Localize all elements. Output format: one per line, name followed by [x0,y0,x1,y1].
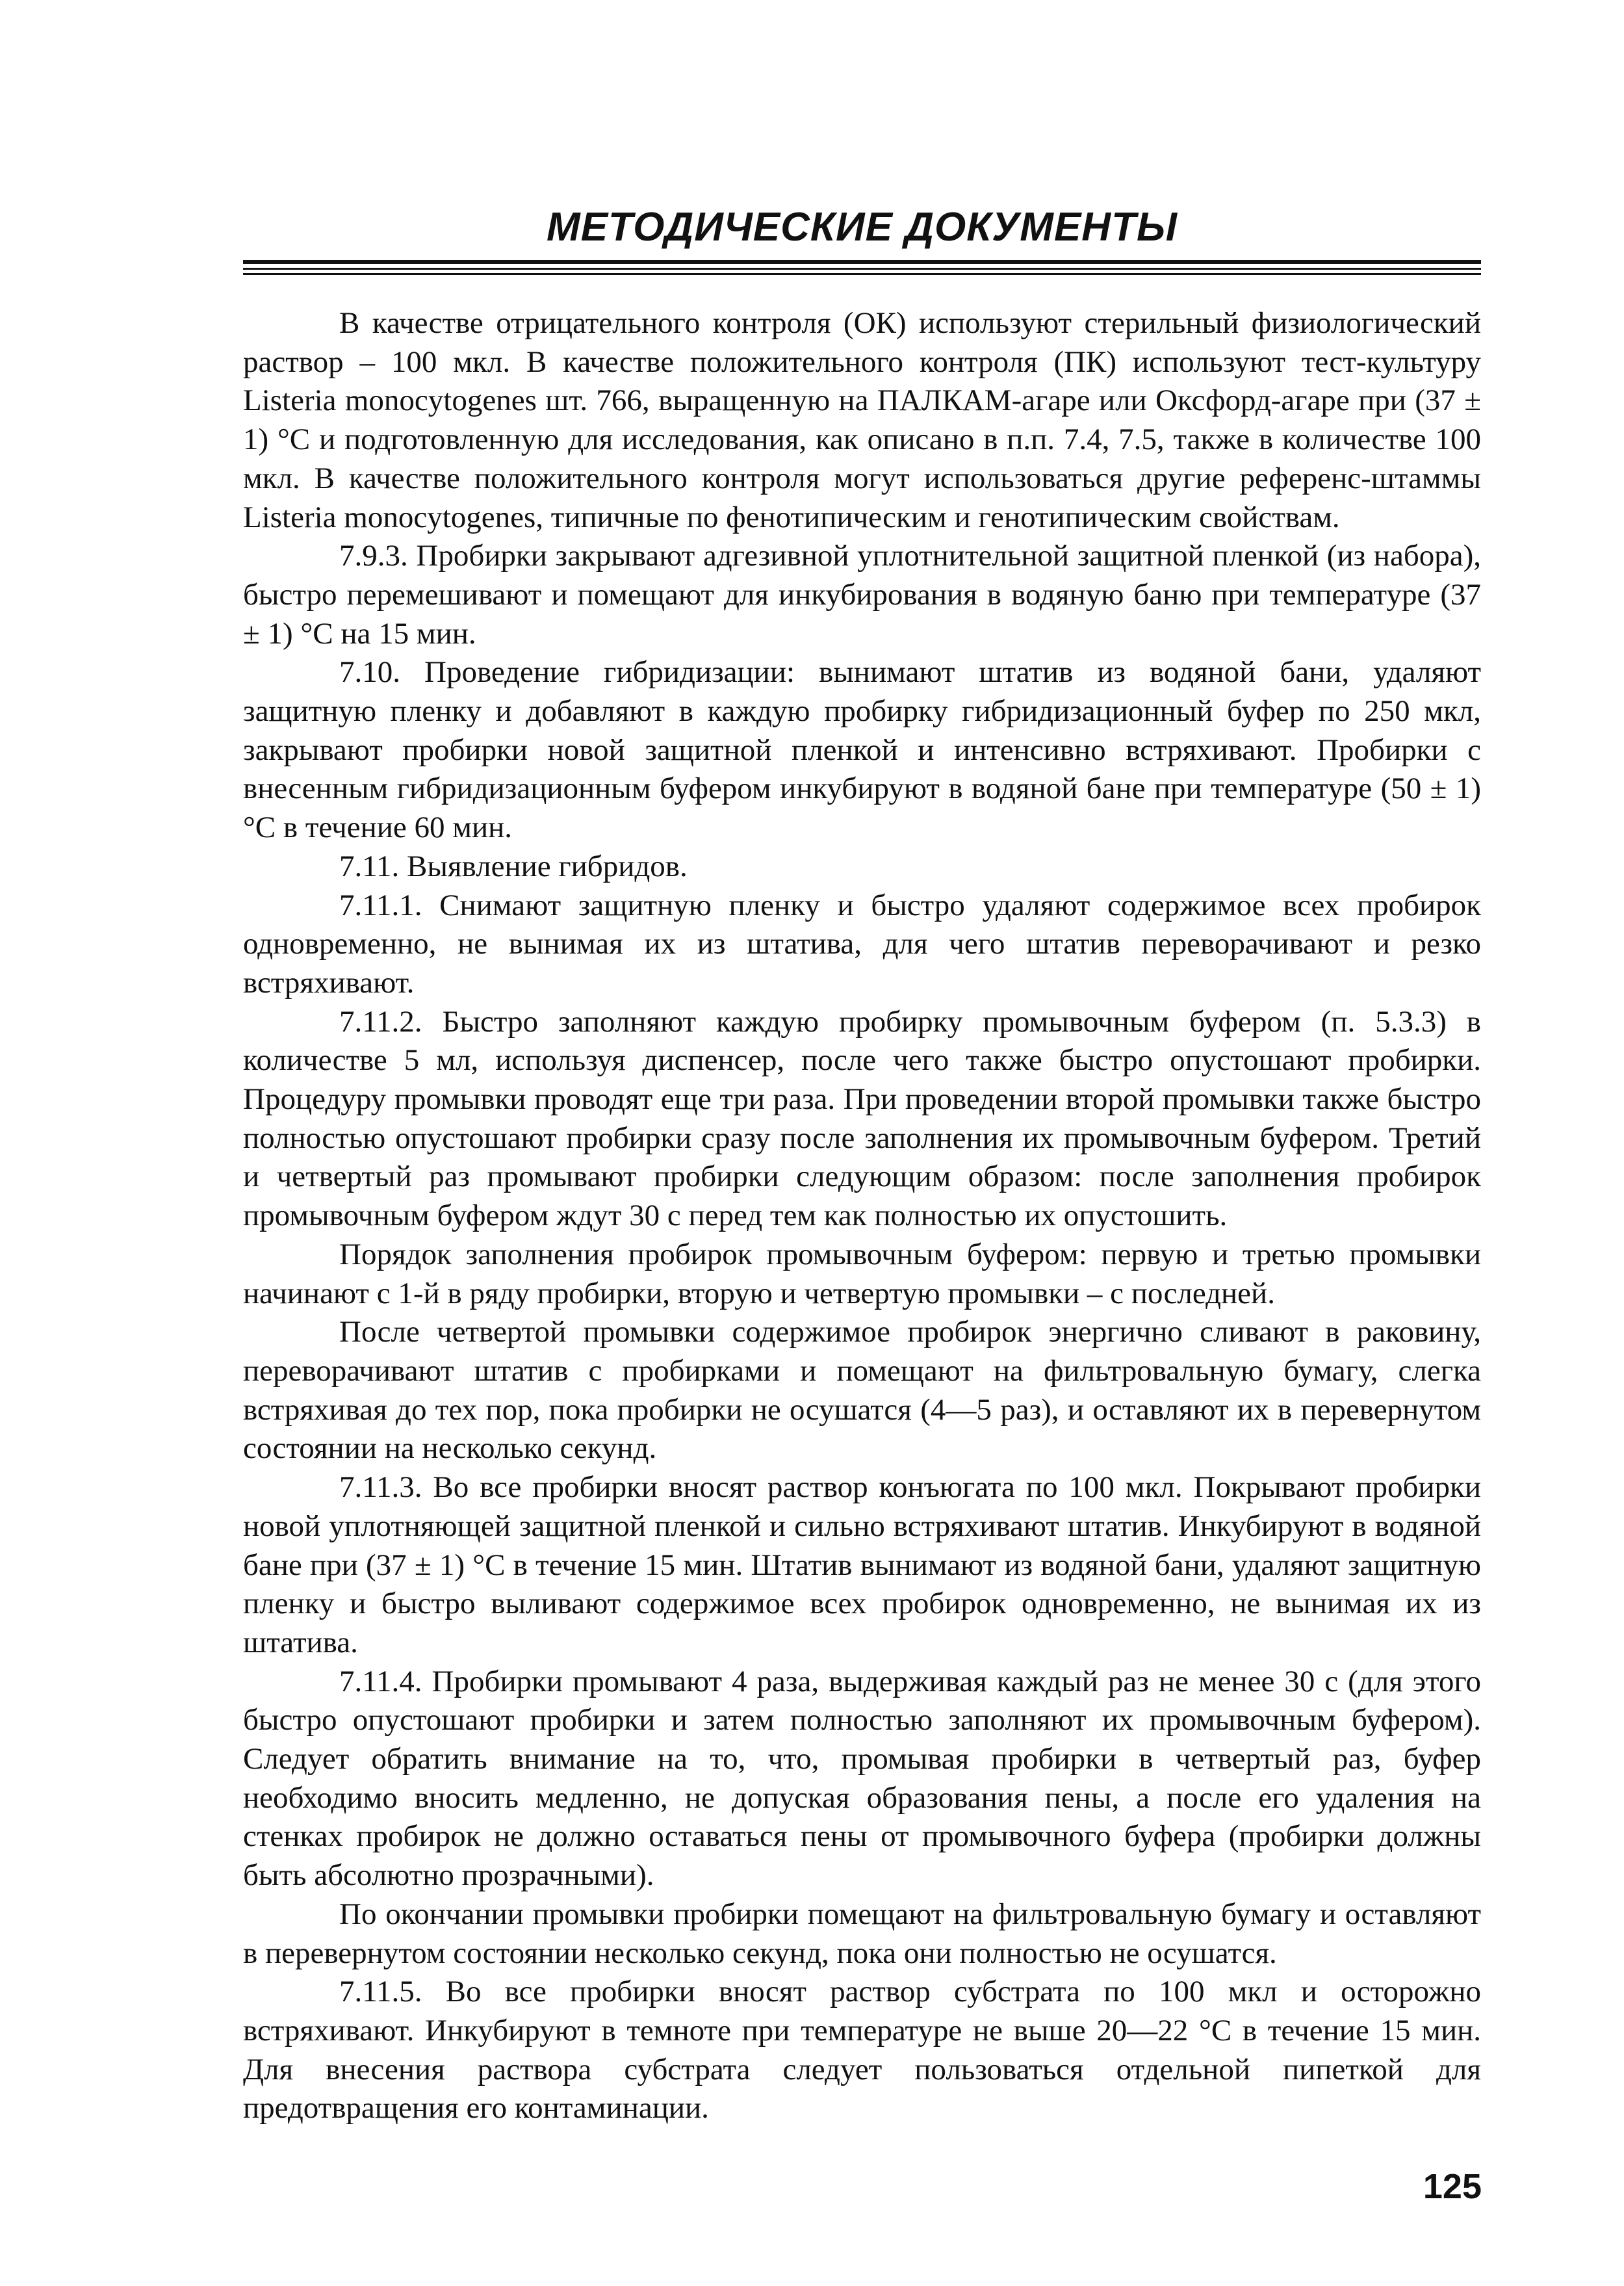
paragraph: 7.9.3. Пробирки закрывают адгезивной уплотнительной защитной пленкой (из набора), быстро перемешивают и помещают для инкубирования в водяную баню при температуре (37 ± 1) °С на 15 мин. [243,539,1481,651]
paragraph: Порядок заполнения пробирок промывочным буфером: первую и третью промывки начинают с 1-й в ряду пробирки, вторую и четвертую промывки – с последней. [243,1237,1481,1310]
paragraph: После четвертой промывки содержимое пробирок энергично сливают в раковину, переворачивают штатив с пробирками и помещают на фильтровальную бумагу, слегка встряхивая до тех пор, пока пробирки не осушатся (4—5 раз), и оставляют их в перевернутом состоянии на несколько секунд. [243,1315,1481,1466]
paragraph: 7.10. Проведение гибридизации: вынимают штатив из водяной бани, удаляют защитную пленку и добавляют в каждую пробирку гибридизационный буфер по 250 мкл, закрывают пробирки новой защитной пленкой и интенсивно встряхивают. Пробирки с внесенным гибридизационным буфером инкубируют в водяной бане при температуре (50 ± 1) °С в течение 60 мин. [243,655,1481,845]
header-rule-thin [243,268,1481,270]
paragraph: По окончании промывки пробирки помещают на фильтровальную бумагу и оставляют в перевернутом состоянии несколько секунд, пока они полностью не осушатся. [243,1897,1481,1970]
paragraph: 7.11.3. Во все пробирки вносят раствор конъюгата по 100 мкл. Покрывают пробирки новой уплотняющей защитной пленкой и сильно встряхивают штатив. Инкубируют в водяной бане при (37 ± 1) °С в течение 15 мин. Штатив вынимают из водяной бани, удаляют защитную пленку и быстро выливают содержимое всех пробирок одновременно, не вынимая их из штатива. [243,1470,1481,1659]
paragraph: 7.11.4. Пробирки промывают 4 раза, выдерживая каждый раз не менее 30 с (для этого быстро опустошают пробирки и затем полностью заполняют их промывочным буфером). Следует обратить внимание на то, что, промывая пробирки в четвертый раз, буфер необходимо вносить медленно, не допуская образования пены, а после его удаления на стенках пробирок не должно оставаться пены от промывочного буфера (пробирки должны быть абсолютно прозрачными). [243,1664,1481,1893]
page-number: 125 [1423,2167,1482,2206]
header-rule-thin [243,273,1481,275]
paragraph: 7.11.5. Во все пробирки вносят раствор субстрата по 100 мкл и осторожно встряхивают. Инкубируют в темноте при температуре не выше 20—22 °С в течение 15 мин. Для внесения раствора субстрата следует пользоваться отдельной пипеткой для предотвращения его контаминации. [243,1975,1481,2125]
header-rule-thick [243,260,1481,264]
body-text [243,304,1481,2128]
section-title: МЕТОДИЧЕСКИЕ ДОКУМЕНТЫ [547,205,1178,250]
paragraph: 7.11. Выявление гибридов. [339,849,688,883]
paragraph: 7.11.1. Снимают защитную пленку и быстро удаляют содержимое всех пробирок одновременно, не вынимая их из штатива, для чего штатив переворачивают и резко встряхивают. [243,888,1481,1000]
paragraph: 7.11.2. Быстро заполняют каждую пробирку промывочным буфером (п. 5.3.3) в количестве 5 мл, используя диспенсер, после чего также быстро опустошают пробирки. Процедуру промывки проводят еще три раза. При проведении второй промывки также быстро полностью опустошают пробирки сразу после заполнения их промывочным буфером. Третий и четвертый раз промывают пробирки следующим образом: после заполнения пробирок промывочным буфером ждут 30 с перед тем как полностью их опустошить. [243,1004,1481,1233]
paragraph: В качестве отрицательного контроля (ОК) используют стерильный физиологический раствор – 100 мкл. В качестве положительного контроля (ПК) используют тест-культуру Listeria monocytogenes шт. 766, выращенную на ПАЛКАМ-агаре или Оксфорд-агаре при (37 ± 1) °С и подготовленную для исследования, как описано в п.п. 7.4, 7.5, также в количестве 100 мкл. В качестве положительного контроля могут использоваться другие референс-штаммы Listeria monocytogenes, типичные по фенотипическим и генотипическим свойствам. [243,306,1481,534]
